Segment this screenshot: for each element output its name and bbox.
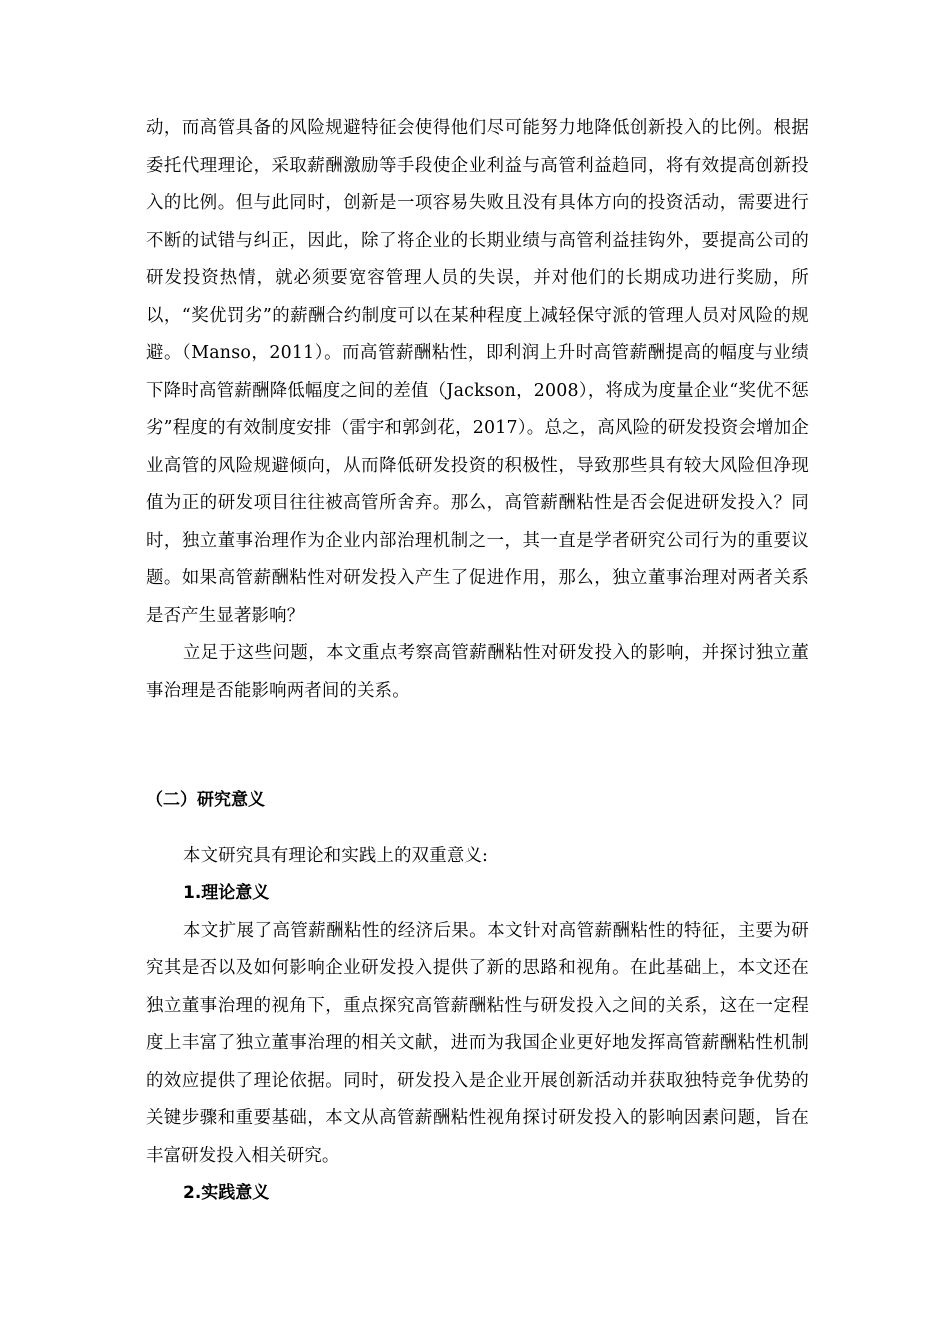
- body-paragraph-continued: 动，而高管具备的风险规避特征会使得他们尽可能努力地降低创新投入的比例。根据委托代理理论，采取薪酬激励等手段使企业利益与高管利益趋同，将有效提高创新投入的比例。但与此同时，创新是一项容易失败且没有具体方向的投资活动，需要进行不断的试错与纠正，因此，除了将企业的长期业绩与高管利益挂钩外，要提高公司的研发投资热情，就必须要宽容管理人员的失误，并对他们的长期成功进行奖励，所以，“奖优罚劣”的薪酬合约制度可以在某种程度上减轻保守派的管理人员对风险的规避。（Manso，2011）。而高管薪酬粘性，即利润上升时高管薪酬提高的幅度与业绩下降时高管薪酬降低幅度之间的差值（Jackson，2008），将成为度量企业“奖优不惩劣”程度的有效制度安排（雷宇和郭剑花，2017）。总之，高风险的研发投资会增加企业高管的风险规避倾向，从而降低研发投资的积极性，导致那些具有较大风险但净现值为正的研发项目往往被高管所舍弃。那么，高管薪酬粘性是否会促进研发投入？同时，独立董事治理作为企业内部治理机制之一，其一直是学者研究公司行为的重要议题。如果高管薪酬粘性对研发投入产生了促进作用，那么，独立董事治理对两者关系是否产生显著影响？: [146, 118, 809, 626]
- document-body: [146, 110, 809, 1213]
- subheading-theoretical-significance: 1.理论意义: [183, 883, 270, 903]
- section-heading-research-significance: （二）研究意义: [146, 790, 265, 810]
- heading-spacer: [146, 820, 809, 838]
- intro-line: 本文研究具有理论和实践上的双重意义:: [183, 845, 489, 866]
- section-spacer: [146, 710, 809, 782]
- body-paragraph-theoretical: 本文扩展了高管薪酬粘性的经济后果。本文针对高管薪酬粘性的特征，主要为研究其是否以及如何影响企业研发投入提供了新的思路和视角。在此基础上，本文还在独立董事治理的视角下，重点探究高管薪酬粘性与研发投入之间的关系，这在一定程度上丰富了独立董事治理的相关文献，进而为我国企业更好地发挥高管薪酬粘性机制的效应提供了理论依据。同时，研发投入是企业开展创新活动并获取独特竞争优势的关键步骤和重要基础，本文从高管薪酬粘性视角探讨研发投入的影响因素问题，旨在丰富研发投入相关研究。: [146, 920, 809, 1166]
- body-paragraph-questions: 立足于这些问题，本文重点考察高管薪酬粘性对研发投入的影响，并探讨独立董事治理是否能影响两者间的关系。: [146, 643, 809, 701]
- subheading-practical-significance: 2.实践意义: [183, 1183, 270, 1203]
